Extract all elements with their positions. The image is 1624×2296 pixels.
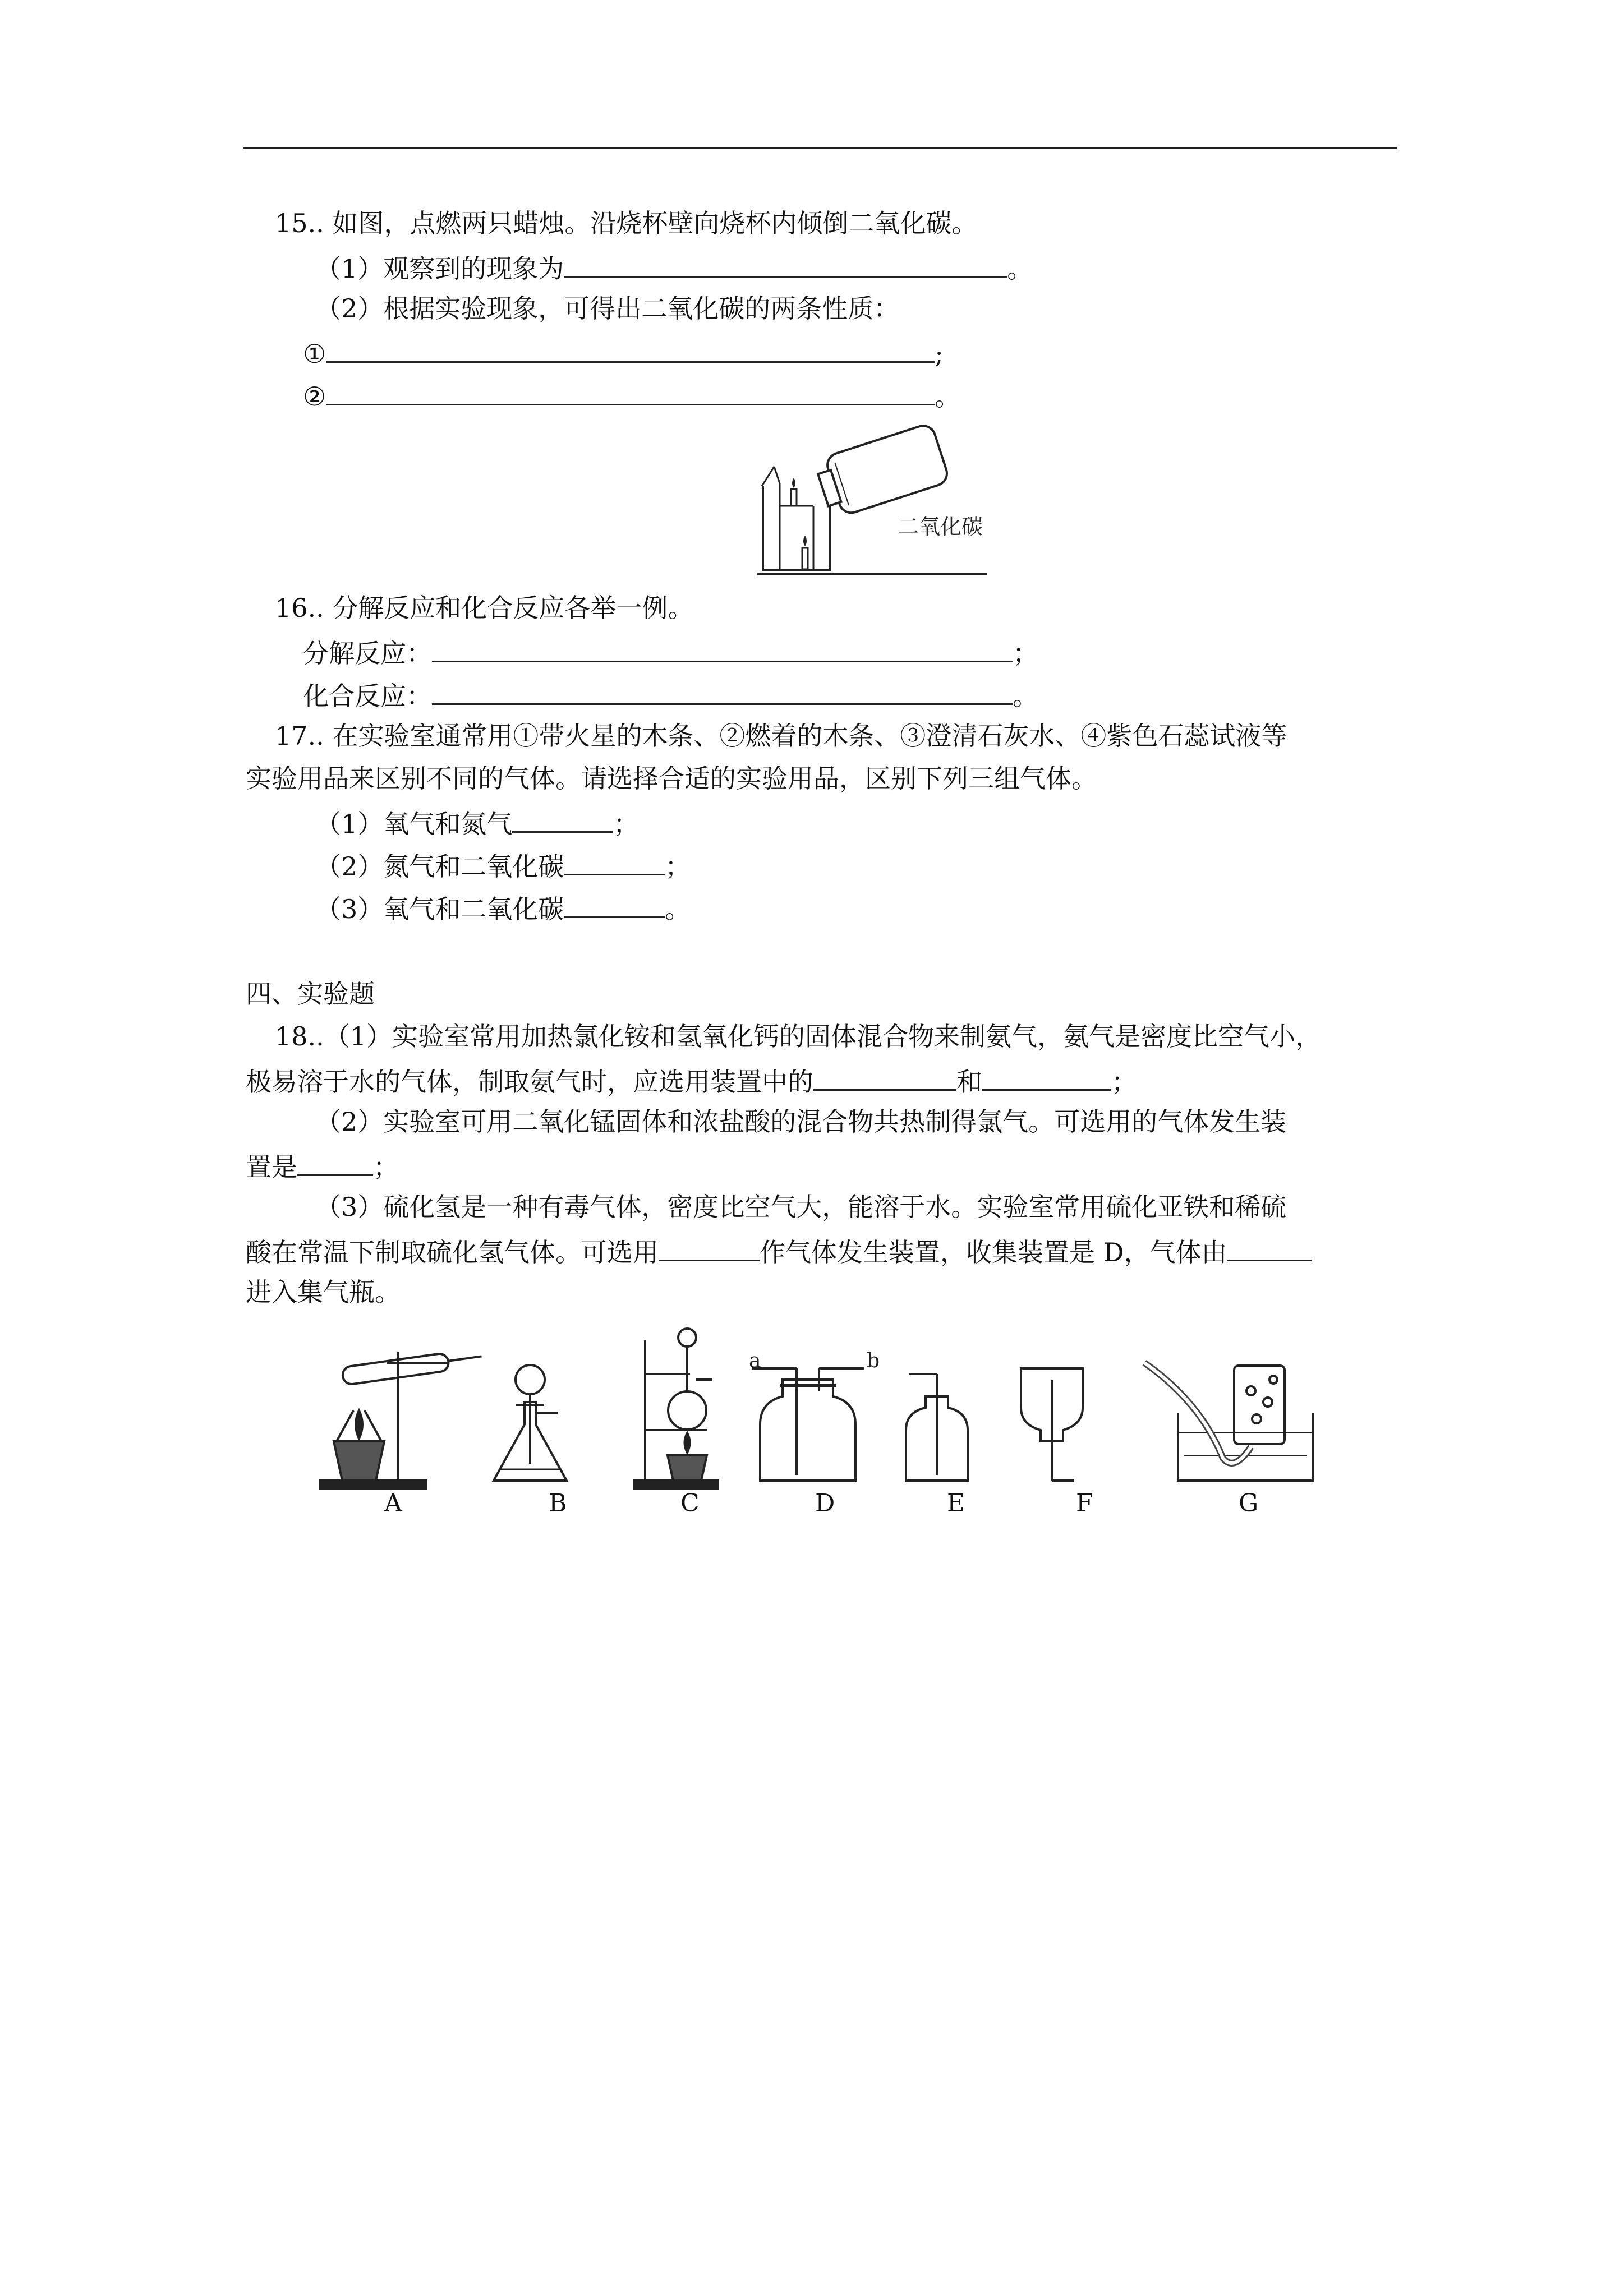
q18-h2s-generator-blank[interactable] xyxy=(659,1233,760,1261)
q15-item1-suffix: ; xyxy=(935,339,944,369)
q15-part1-suffix: 。 xyxy=(1007,253,1033,284)
q15-item1-mark: ① xyxy=(303,339,326,369)
q15-part1 xyxy=(315,249,1033,285)
q17-part2-blank[interactable] xyxy=(564,847,665,875)
q18-chlorine-generator-blank[interactable] xyxy=(297,1147,373,1176)
q15-item2-suffix: 。 xyxy=(935,381,961,412)
q18-line7: 进入集气瓶。 xyxy=(246,1277,401,1307)
q15-part2: （2）根据实验现象，可得出二氧化碳的两条性质： xyxy=(315,293,900,324)
q15-item2-mark: ② xyxy=(303,381,326,412)
q15-item2 xyxy=(303,377,960,413)
header-rule xyxy=(243,147,1397,149)
q17-stem-line1: 17.. 在实验室通常用①带火星的木条、②燃着的木条、③澄清石灰水、④紫色石蕊试液等 xyxy=(275,721,1287,751)
q17-part2 xyxy=(315,847,691,883)
apparatus-a xyxy=(320,1348,483,1488)
q18-line6-text2: 作气体发生装置，收集装置是 D，气体由 xyxy=(760,1237,1227,1267)
q18-line6 xyxy=(246,1233,1312,1269)
q15-part1-label: （1）观察到的现象为 xyxy=(315,253,564,284)
q16-decomposition xyxy=(303,634,1038,670)
q15-item2-blank[interactable] xyxy=(326,377,935,405)
apparatus-label-f: F xyxy=(1076,1489,1093,1518)
q18-line3: （2）实验室可用二氧化锰固体和浓盐酸的混合物共热制得氯气。可选用的气体发生装 xyxy=(315,1106,1287,1137)
q17-part1 xyxy=(315,804,639,841)
apparatus-b xyxy=(494,1365,567,1481)
apparatus-label-e: E xyxy=(947,1489,965,1518)
q18-ammonia-collector-blank[interactable] xyxy=(982,1062,1111,1091)
q15-figure xyxy=(746,422,993,579)
q17-part3-label: （3）氧气和二氧化碳 xyxy=(315,894,564,924)
section-title: 四、实验题 xyxy=(246,979,375,1009)
q17-part3 xyxy=(315,889,691,926)
q15-item1 xyxy=(303,334,944,371)
q16-stem: 16.. 分解反应和化合反应各举一例。 xyxy=(275,593,694,623)
tube-label-b: b xyxy=(867,1349,880,1372)
q18-line2-and: 和 xyxy=(956,1067,982,1097)
q18-gas-inlet-blank[interactable] xyxy=(1227,1233,1312,1261)
apparatus-f xyxy=(1021,1368,1083,1481)
apparatus-label-a: A xyxy=(384,1489,402,1518)
q16-combination xyxy=(303,676,1038,713)
q17-stem-line2: 实验用品来区别不同的气体。请选择合适的实验用品，区别下列三组气体。 xyxy=(246,763,1097,794)
q16-decomposition-label: 分解反应： xyxy=(303,638,432,668)
q16-decomposition-suffix: ； xyxy=(1013,638,1038,668)
q15-figure-label: 二氧化碳 xyxy=(898,514,983,539)
tube-label-a: a xyxy=(749,1349,761,1372)
q17-part3-suffix: 。 xyxy=(665,894,691,924)
apparatus-e xyxy=(906,1374,968,1481)
apparatus-label-d: D xyxy=(815,1489,835,1518)
q18-line2-text: 极易溶于水的气体，制取氨气时，应选用装置中的 xyxy=(246,1067,813,1097)
q15-part1-blank[interactable] xyxy=(564,249,1007,278)
q17-part2-suffix: ； xyxy=(665,851,691,882)
q18-line5: （3）硫化氢是一种有毒气体，密度比空气大，能溶于水。实验室常用硫化亚铁和稀硫 xyxy=(315,1192,1287,1222)
apparatus-g xyxy=(1144,1363,1313,1481)
q16-combination-label: 化合反应： xyxy=(303,681,432,711)
q18-line1: 18..（1）实验室常用加热氯化铵和氢氧化钙的固体混合物来制氨气，氨气是密度比空气小， xyxy=(275,1021,1322,1052)
q18-line4-suffix: ； xyxy=(373,1152,399,1182)
q18-apparatus-figure xyxy=(303,1312,1369,1548)
q15-stem: 15.. 如图，点燃两只蜡烛。沿烧杯壁向烧杯内倾倒二氧化碳。 xyxy=(275,208,978,238)
q16-combination-blank[interactable] xyxy=(432,676,1013,705)
q18-line4-text: 置是 xyxy=(246,1152,297,1182)
apparatus-label-g: G xyxy=(1239,1489,1259,1518)
q17-part3-blank[interactable] xyxy=(564,889,665,918)
apparatus-label-c: C xyxy=(680,1489,700,1518)
q17-part1-label: （1）氧气和氮气 xyxy=(315,809,513,839)
apparatus-label-b: B xyxy=(549,1489,567,1518)
apparatus-c xyxy=(634,1329,718,1488)
q17-part1-blank[interactable] xyxy=(512,804,613,833)
apparatus-d xyxy=(749,1349,880,1481)
q17-part1-suffix: ； xyxy=(613,809,640,839)
q18-line4 xyxy=(246,1147,399,1184)
q18-line6-text: 酸在常温下制取硫化氢气体。可选用 xyxy=(246,1237,659,1267)
q17-part2-label: （2）氮气和二氧化碳 xyxy=(315,851,564,882)
q15-item1-blank[interactable] xyxy=(326,334,935,363)
q18-ammonia-generator-blank[interactable] xyxy=(813,1062,956,1091)
q18-line2 xyxy=(246,1062,1137,1099)
q16-combination-suffix: 。 xyxy=(1013,681,1038,711)
q18-line2-suffix: ； xyxy=(1111,1067,1137,1097)
q16-decomposition-blank[interactable] xyxy=(432,634,1013,662)
